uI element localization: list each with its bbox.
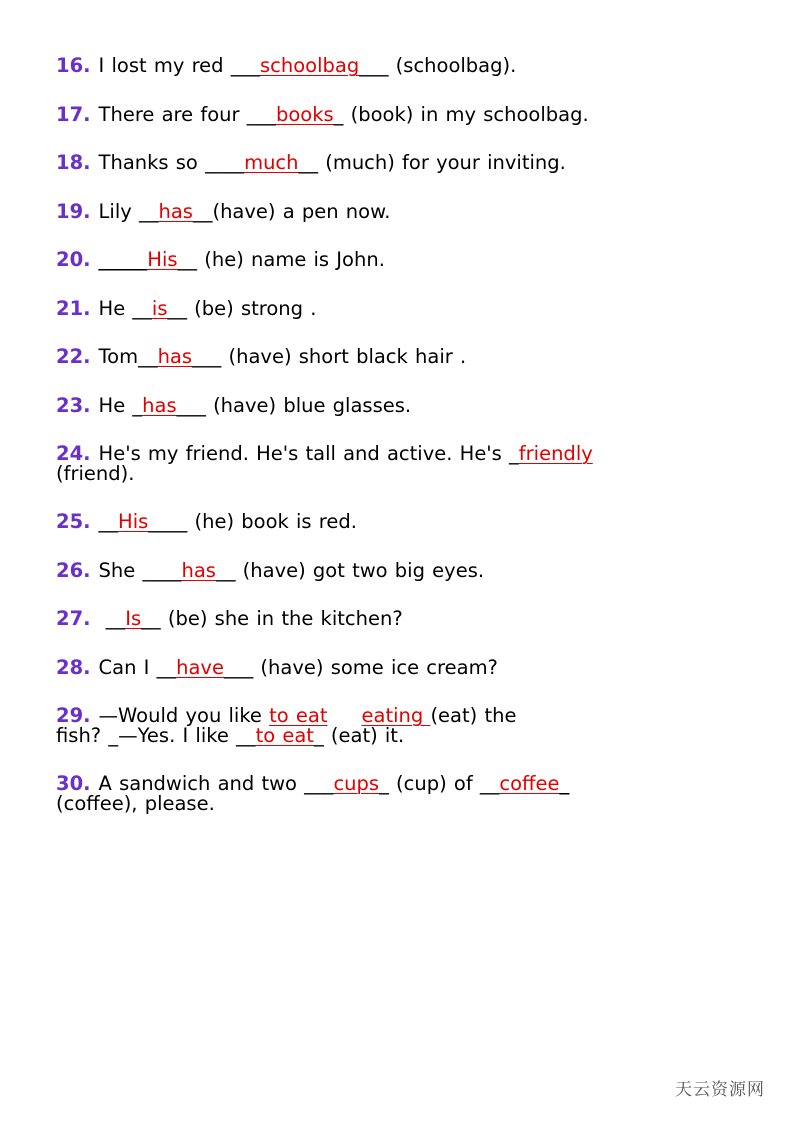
question-19	[56, 199, 737, 223]
question-text-pre: Thanks so ____	[98, 151, 245, 174]
answer-blank: have	[176, 655, 224, 679]
question-text-mid: _ (cup) of __	[379, 772, 500, 795]
question-text-pre: I lost my red ___	[98, 54, 260, 77]
question-27	[56, 609, 737, 629]
question-text-pre: He __	[98, 296, 152, 320]
question-17	[56, 102, 737, 126]
answer-blank: His	[147, 248, 178, 271]
watermark: 天云资源网	[675, 1080, 765, 1100]
question-16	[56, 56, 737, 76]
question-text-pre: He _	[98, 393, 143, 417]
question-30	[56, 774, 737, 813]
question-number: 27.	[56, 607, 91, 630]
question-20	[56, 250, 737, 270]
question-text-post: (eat) the	[430, 704, 517, 727]
answer-blank: books	[275, 102, 334, 126]
question-number: 19.	[56, 199, 91, 223]
question-text-continuation-post: _ (eat) it.	[313, 723, 405, 747]
question-number: 24.	[56, 442, 91, 465]
question-text-continuation: (friend).	[56, 461, 135, 485]
answer-blank-continuation: to eat	[255, 723, 314, 747]
answer-blank-second: coffee	[499, 772, 560, 795]
question-29	[56, 706, 737, 745]
answer-blank: cups	[333, 772, 380, 795]
question-text-post: _	[559, 772, 570, 795]
question-number: 17.	[56, 102, 91, 126]
question-text-post: ____ (he) book is red.	[148, 510, 357, 533]
answer-blank: to eat	[269, 704, 328, 727]
answer-blank-alt: eating	[361, 704, 431, 727]
question-text-post: ___ (have) blue glasses.	[176, 393, 412, 417]
question-number: 23.	[56, 393, 91, 417]
answer-blank: has	[142, 393, 177, 417]
question-number: 28.	[56, 655, 91, 679]
question-18	[56, 153, 737, 173]
answer-blank: His	[118, 510, 149, 533]
answer-blank: friendly	[518, 442, 593, 465]
question-text-post: ___ (have) some ice cream?	[223, 655, 498, 679]
question-26	[56, 558, 737, 582]
question-text-post: __ (he) name is John.	[177, 248, 385, 271]
question-text-post: __ (much) for your inviting.	[298, 151, 566, 174]
question-number: 26.	[56, 558, 91, 582]
answer-blank: has	[157, 345, 193, 368]
question-text-pre: Can I __	[98, 655, 177, 679]
question-text-continuation-pre: fish? _—Yes. I like __	[56, 723, 256, 747]
question-number: 20.	[56, 248, 91, 271]
question-text-pre: __	[98, 607, 126, 630]
answer-blank: much	[244, 151, 299, 174]
answer-blank: schoolbag	[260, 54, 360, 77]
question-text-post: ___ (schoolbag).	[359, 54, 517, 77]
question-text-post: _ (book) in my schoolbag.	[333, 102, 589, 126]
question-text-pre: A sandwich and two ___	[98, 772, 334, 795]
question-25	[56, 512, 737, 532]
answer-blank: is	[151, 296, 168, 320]
question-number: 30.	[56, 772, 91, 795]
question-text-pre: Lily __	[98, 199, 159, 223]
question-text-post: __ (be) strong .	[167, 296, 317, 320]
question-text-post: __(have) a pen now.	[192, 199, 391, 223]
question-number: 16.	[56, 54, 91, 77]
question-number: 29.	[56, 704, 91, 727]
question-text-pre: He's my friend. He's tall and active. He's _	[98, 442, 519, 465]
question-number: 22.	[56, 345, 91, 368]
question-text-pre: _____	[98, 248, 148, 271]
question-text-post: __ (have) got two big eyes.	[215, 558, 485, 582]
question-text-continuation: (coffee), please.	[56, 791, 215, 815]
question-21	[56, 296, 737, 320]
question-text-pre: —Would you like	[98, 704, 270, 727]
question-22	[56, 347, 737, 367]
answer-blank: has	[158, 199, 193, 223]
question-number: 21.	[56, 296, 91, 320]
question-number: 25.	[56, 510, 91, 533]
question-24	[56, 444, 737, 483]
question-23	[56, 393, 737, 417]
question-text-post: __ (be) she in the kitchen?	[141, 607, 403, 630]
question-text-pre: __	[98, 510, 119, 533]
question-number: 18.	[56, 151, 91, 174]
question-text-pre: She ____	[98, 558, 182, 582]
question-text-pre: There are four ___	[98, 102, 276, 126]
question-text-pre: Tom__	[98, 345, 158, 368]
question-text-post: ___ (have) short black hair .	[192, 345, 467, 368]
answer-blank: Is	[125, 607, 142, 630]
question-28	[56, 655, 737, 679]
answer-blank: has	[181, 558, 216, 582]
